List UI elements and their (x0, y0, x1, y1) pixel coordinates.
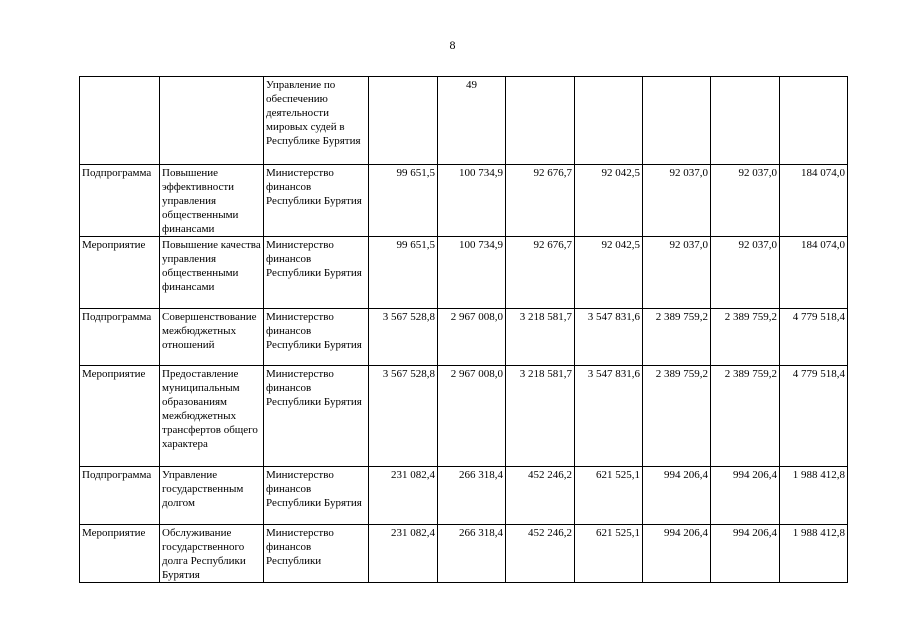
value-cell-4: 3 547 831,6 (575, 366, 643, 467)
value-cell-6: 92 037,0 (711, 237, 780, 309)
row-type-cell: Мероприятие (80, 237, 160, 309)
value-cell-1 (369, 77, 438, 165)
value-cell-3 (506, 77, 575, 165)
page-number: 8 (449, 38, 456, 52)
value-cell-2: 266 318,4 (438, 525, 506, 583)
table-row (80, 467, 848, 525)
executor-cell: Министерство финансов Республики Бурятия (264, 165, 369, 237)
program-name-cell: Повышение эффективности управления общественными финансами (160, 165, 264, 237)
value-cell-5: 92 037,0 (643, 165, 711, 237)
table-row (80, 77, 848, 165)
row-type-cell: Подпрограмма (80, 467, 160, 525)
value-cell-1: 3 567 528,8 (369, 309, 438, 366)
value-cell-3: 92 676,7 (506, 237, 575, 309)
table-row (80, 525, 848, 583)
executor-cell: Министерство финансов Республики Бурятия (264, 309, 369, 366)
value-cell-5: 92 037,0 (643, 237, 711, 309)
table-row (80, 165, 848, 237)
value-cell-4: 92 042,5 (575, 237, 643, 309)
value-cell-7: 4 779 518,4 (780, 309, 848, 366)
program-name-cell: Повышение качества управления общественными финансами (160, 237, 264, 309)
value-cell-3: 3 218 581,7 (506, 309, 575, 366)
budget-table (79, 76, 848, 583)
program-name-cell: Управление государственным долгом (160, 467, 264, 525)
value-cell-7: 1 988 412,8 (780, 467, 848, 525)
table-row (80, 366, 848, 467)
value-cell-3: 3 218 581,7 (506, 366, 575, 467)
value-cell-6: 994 206,4 (711, 467, 780, 525)
program-name-cell: Обслуживание государственного долга Республики Бурятия (160, 525, 264, 583)
value-cell-2: 2 967 008,0 (438, 366, 506, 467)
executor-cell: Министерство финансов Республики (264, 525, 369, 583)
row-type-cell: Мероприятие (80, 525, 160, 583)
value-cell-6: 2 389 759,2 (711, 366, 780, 467)
value-cell-4: 621 525,1 (575, 525, 643, 583)
value-cell-2: 266 318,4 (438, 467, 506, 525)
row-type-cell (80, 77, 160, 165)
value-cell-2: 100 734,9 (438, 165, 506, 237)
value-cell-1: 231 082,4 (369, 525, 438, 583)
value-cell-6: 92 037,0 (711, 165, 780, 237)
value-cell-7: 184 074,0 (780, 237, 848, 309)
value-cell-1: 231 082,4 (369, 467, 438, 525)
table-row (80, 309, 848, 366)
value-cell-5: 994 206,4 (643, 525, 711, 583)
value-cell-6 (711, 77, 780, 165)
program-name-cell: Совершенствование межбюджетных отношений (160, 309, 264, 366)
executor-cell: Министерство финансов Республики Бурятия (264, 237, 369, 309)
value-cell-5: 2 389 759,2 (643, 366, 711, 467)
table-row (80, 237, 848, 309)
executor-cell: Управление по обеспечению деятельности мировых судей в Республике Бурятия (264, 77, 369, 165)
value-cell-1: 3 567 528,8 (369, 366, 438, 467)
value-cell-6: 2 389 759,2 (711, 309, 780, 366)
value-cell-7: 184 074,0 (780, 165, 848, 237)
value-cell-4: 621 525,1 (575, 467, 643, 525)
program-name-cell: Предоставление муниципальным образованиям межбюджетных трансфертов общего характера (160, 366, 264, 467)
value-cell-3: 452 246,2 (506, 525, 575, 583)
row-type-cell: Подпрограмма (80, 309, 160, 366)
executor-cell: Министерство финансов Республики Бурятия (264, 366, 369, 467)
value-cell-4 (575, 77, 643, 165)
executor-cell: Министерство финансов Республики Бурятия (264, 467, 369, 525)
value-cell-6: 994 206,4 (711, 525, 780, 583)
value-cell-7: 1 988 412,8 (780, 525, 848, 583)
value-cell-3: 92 676,7 (506, 165, 575, 237)
value-cell-1: 99 651,5 (369, 237, 438, 309)
value-cell-4: 92 042,5 (575, 165, 643, 237)
value-cell-7: 4 779 518,4 (780, 366, 848, 467)
value-cell-2: 100 734,9 (438, 237, 506, 309)
value-cell-5 (643, 77, 711, 165)
value-cell-5: 994 206,4 (643, 467, 711, 525)
row-type-cell: Мероприятие (80, 366, 160, 467)
value-cell-7 (780, 77, 848, 165)
row-type-cell: Подпрограмма (80, 165, 160, 237)
program-name-cell (160, 77, 264, 165)
value-cell-4: 3 547 831,6 (575, 309, 643, 366)
value-cell-3: 452 246,2 (506, 467, 575, 525)
value-cell-2: 49 (438, 77, 506, 165)
value-cell-5: 2 389 759,2 (643, 309, 711, 366)
value-cell-2: 2 967 008,0 (438, 309, 506, 366)
value-cell-1: 99 651,5 (369, 165, 438, 237)
